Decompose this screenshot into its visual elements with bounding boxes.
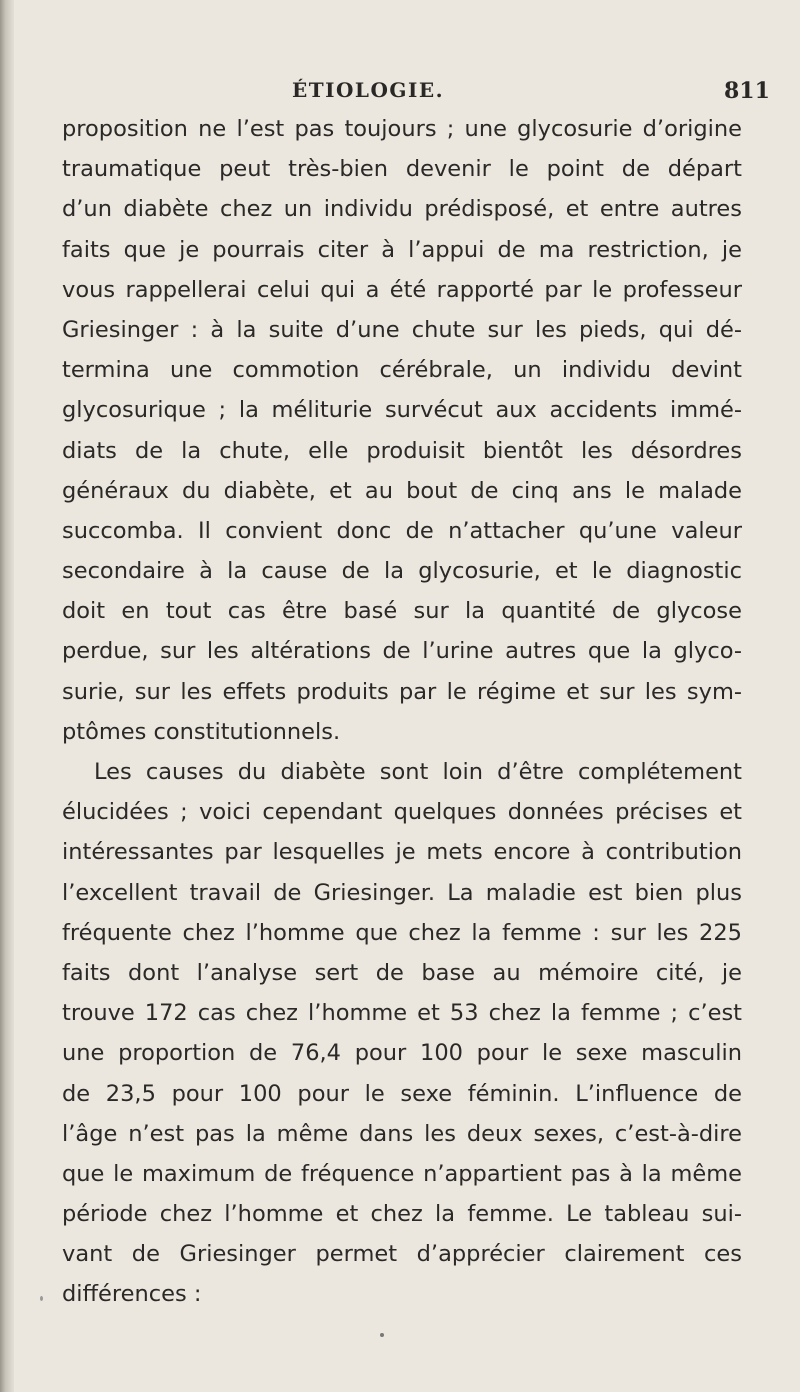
- text-line: proposition ne l’est pas toujours ; une glycosurie d’origine: [62, 116, 742, 142]
- text-line: vous rappellerai celui qui a été rapporté par le professeur: [62, 276, 742, 303]
- text-line: période chez l’homme et chez la femme. Le tableau sui-: [62, 1201, 742, 1228]
- text-line: perdue, sur les altérations de l’urine autres que la glyco-: [62, 638, 742, 665]
- page-number: 811: [724, 78, 770, 104]
- text-line: que le maximum de fréquence n’appartient pas à la même: [62, 1160, 742, 1187]
- text-line: diats de la chute, elle produisit bientôt les désordres: [62, 437, 742, 464]
- text-line: d’un diabète chez un individu prédisposé, et entre autres: [62, 196, 742, 223]
- text-line: glycosurique ; la méliturie survécut aux accidents immé-: [62, 397, 742, 424]
- text-line: doit en tout cas être basé sur la quantité de glycose: [62, 598, 742, 625]
- text-line: l’âge n’est pas la même dans les deux sexes, c’est-à-dire: [62, 1120, 742, 1147]
- text-line: succomba. Il convient donc de n’attacher qu’une valeur: [62, 517, 742, 544]
- body-text: [62, 109, 742, 1315]
- binding-edge: [0, 0, 14, 1392]
- text-line: intéressantes par lesquelles je mets encore à contribution: [62, 839, 742, 866]
- text-line: termina une commotion cérébrale, un individu devint: [62, 357, 742, 384]
- text-line: fréquente chez l’homme que chez la femme : sur les 225: [62, 919, 742, 946]
- text-line: faits dont l’analyse sert de base au mémoire cité, je: [62, 959, 742, 986]
- text-line: trouve 172 cas chez l’homme et 53 chez la femme ; c’est: [62, 1000, 742, 1027]
- text-line: faits que je pourrais citer à l’appui de ma restriction, je: [62, 236, 742, 263]
- paper-speck: [40, 1296, 43, 1301]
- text-line: vant de Griesinger permet d’apprécier clairement ces: [62, 1241, 742, 1268]
- running-head: [0, 78, 800, 108]
- text-line: Griesinger : à la suite d’une chute sur les pieds, qui dé-: [62, 316, 742, 343]
- text-line: une proportion de 76,4 pour 100 pour le sexe masculin: [62, 1040, 742, 1067]
- text-line: Les causes du diabète sont loin d’être complétement: [94, 759, 742, 785]
- text-line: différences :: [62, 1281, 202, 1308]
- running-title: ÉTIOLOGIE.: [292, 78, 445, 102]
- text-line: élucidées ; voici cependant quelques données précises et: [62, 799, 742, 826]
- text-line: généraux du diabète, et au bout de cinq ans le malade: [62, 477, 742, 504]
- text-line: surie, sur les effets produits par le régime et sur les sym-: [62, 678, 742, 705]
- text-line: secondaire à la cause de la glycosurie, et le diagnostic: [62, 558, 742, 585]
- text-line: l’excellent travail de Griesinger. La maladie est bien plus: [62, 879, 742, 906]
- text-line: de 23,5 pour 100 pour le sexe féminin. L’influence de: [62, 1080, 742, 1107]
- text-line: ptômes constitutionnels.: [62, 718, 341, 745]
- paper-speck: [380, 1333, 384, 1337]
- text-line: traumatique peut très-bien devenir le point de départ: [62, 156, 742, 183]
